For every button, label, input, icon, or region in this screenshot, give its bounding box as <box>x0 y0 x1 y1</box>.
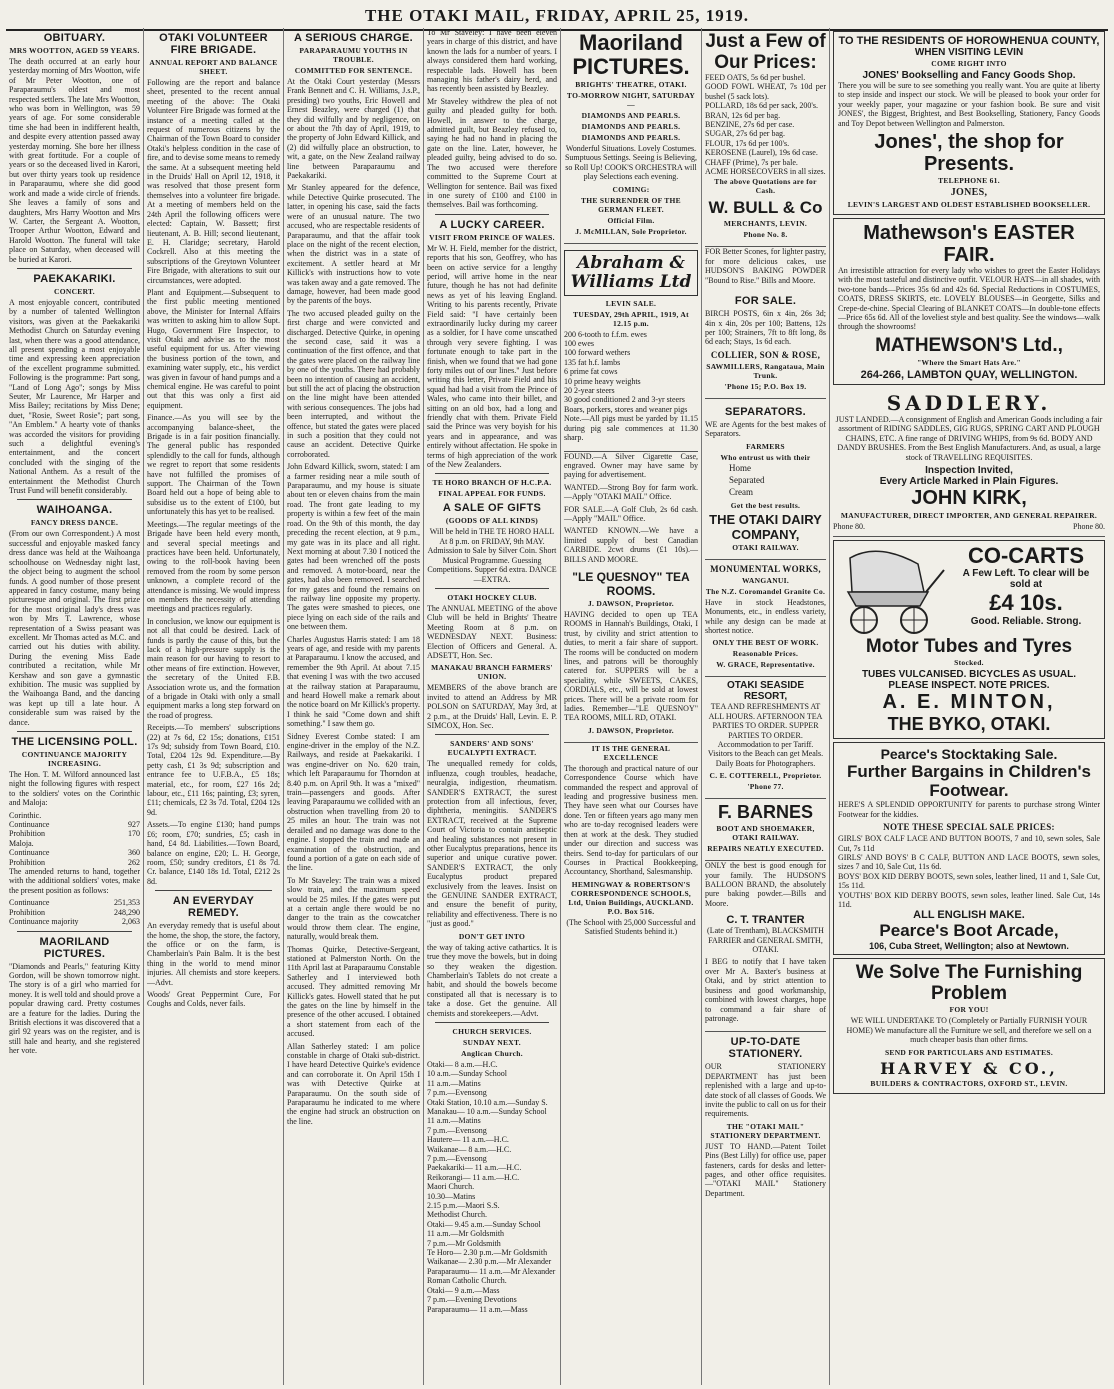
bull-prices-ad <box>705 28 826 247</box>
le-quesnoy-title: "LE QUESNOY" TEA ROOMS. <box>572 569 690 598</box>
article-text: To Mr Staveley: I have been eleven years in charge of this district, and have known the lads for a number of years. I always considered them hard working, respectable lads. Howell has been managing his father's dairy herd, and has recently been assisted by Beazley. <box>427 28 557 94</box>
coming-title: THE SURRENDER OF THE GERMAN FLEET. <box>581 195 681 214</box>
dairy-subtitle: OTAKI RAILWAY. <box>732 542 799 552</box>
pearce-address: 106, Cuba Street, Wellington; also at Newtown. <box>869 941 1069 952</box>
sale-date: TUESDAY, 29th APRIL, 1919, At 12.15 p.m. <box>573 309 689 328</box>
divider <box>17 931 132 932</box>
licensing-text-2: The amended returns to hand, together with the additional soldiers' votes, make the present position as follows: <box>9 867 140 895</box>
list-item: 11 a.m.—Matins <box>427 1116 481 1126</box>
correspondence-footer: (The School with 25,000 Successful and Satisfied Students behind it.) <box>566 917 696 937</box>
sale-note: Note.—All pigs must be yarded by 11.15 during pig sale commences at 11.30 sharp. <box>564 414 698 443</box>
table-row: Prohibition 262 <box>9 857 140 867</box>
correspondence-heading: IT IS THE GENERAL EXCELLENCE <box>591 743 671 762</box>
list-item: 20 2-year steers <box>564 386 615 396</box>
monumental-prices: Reasonable Prices. <box>732 649 799 659</box>
table-row: Continuance 360 <box>9 848 140 858</box>
divider <box>435 588 549 589</box>
list-item: Otaki— 9 a.m.—Mass <box>427 1285 500 1295</box>
seaside-text: TEA AND REFRESHMENTS AT ALL HOURS. AFTERNOON TEA PARTIES TO ORDER. SUPPER PARTIES TO ORDER. Accommodation to per Tariff. Visitors to the Beach can get Meals. Daily Boats for Photographers. <box>707 702 824 768</box>
prices-note: The above Quotations are for Cash. <box>714 177 817 196</box>
stationery-heading: UP-TO-DATE STATIONERY. <box>728 1036 803 1061</box>
sale-of-gifts-text: Will be held in THE TE HORO HALL At 8 p.m. on FRIDAY, 9th MAY. Admission to Sale by Silver Coin. Short Musical Programme. Guessing Competitions. Supper 6d extra. DANCE—EXTRA. <box>427 527 557 584</box>
list-item: YOUTHS' BOX KID DERBY BOOTS, sewn soles, leather lined. Sale Cut, 14s 11d. <box>838 890 1100 909</box>
list-item: 10.30—Matins <box>427 1191 476 1201</box>
article-text: Mr Stanley appeared for the defence, while Detective Quirke prosecuted. The latter, in opening his case, said the facts were of an unusual nature. The two accused, who are respectable residents of Paraparaumu, and that the affair took place on the night of the recent election, when the district was in a state of excitement. A settler heard at Mr Killick's with instructions how to vote was taken away and a gate removed. The damage, however, had been made good by the parents of the boys. <box>287 183 420 306</box>
monumental-works-ad <box>705 560 826 678</box>
pearce-text: HERE'S A SPLENDID OPPORTUNITY for parents to purchase strong Winter Footwear for the kiddies. <box>838 800 1100 819</box>
maoriland-pictures-title: Maoriland PICTURES. <box>572 30 690 79</box>
for-sale-notice: FOR SALE.—A Golf Club, 2s 6d cash.—Apply "MAIL" Office. <box>564 504 698 523</box>
list-item: 6 prime fat cows <box>564 367 618 377</box>
monumental-rep: W. GRACE, Representative. <box>716 660 815 670</box>
list-item: 10 prime heavy weights <box>564 376 641 386</box>
list-item: 7 p.m.—Evensong <box>427 1088 487 1098</box>
list-item: Hautere— 11 a.m.—H.C. <box>427 1135 509 1145</box>
pearce-heading: Pearce's Stocktaking Sale. <box>880 746 1058 763</box>
everyday-remedy-text: An everyday remedy that is useful about the home, the shop, the store, the factory, the office or on the farm, is Chamberlain's Pain Balm. It is the best thing in the world to mend minor injuries. All chemists and store keepers.—Advt. <box>147 921 280 987</box>
sale-of-gifts-title: A SALE OF GIFTS <box>442 502 542 515</box>
fire-brigade-text: Following are the report and balance sheet, presented to the recent annual meeting of the above: The Otaki Volunteer Fire Brigade was formed at the instance of a meeting called at the request of numerous citizens by the Chairman of the Town Board to consider Otaki's helpless condition in the case of fire, and to devise some means to remedy the same. At a subsequent meeting held in the Druids' Hall on April 12, 1918, it was resolved that those present form themselves into a volunteer fire brigade. At a meeting of members held on the 24th April the following officers were elected: Captain, W. Bassett; first lieutenant, A. B. Hill; second lieutenant, E. H. Claridge; secretary, Harold Cockrell. Also at this meeting the subscriptions of the Greytown Volunteer Fire Brigade, with alterations to suit our circumstances, were adopted. <box>147 78 280 285</box>
correspondence-text: The thorough and practical nature of our Correspondence Course which have commanded the respect and approval of leading and progressive business men. They have seen what our Courses have done. Ten or fifteen years ago many men who are to-day recognised leaders were then at work at the desk. They studied under our direction and success was theirs. Send to-day for particulars of our Courses in Practical Bookkeeping, Accountancy, Shorthand, Salesmanship. <box>564 763 698 877</box>
list-item: 11 a.m.—Mr Goldsmith <box>427 1229 505 1239</box>
fire-brigade-heading: OTAKI VOLUNTEER FIRE BRIGADE. <box>159 32 268 56</box>
motor-line: TUBES VULCANISED. BICYCLES AS USUAL. <box>861 669 1077 681</box>
maoriland-pictures-text: "Diamonds and Pearls," featuring Kitty Gordon, will be shown tomorrow night. The story is of a girl who married for money. It is well told and should prove a popular drawing card. Pretty costumes are a feature for the ladies. During the British elections it was discovered that a girl 92 years was on the register, and is still hale and hearty, and she registered her vote. <box>9 961 140 1056</box>
list-item: ACME HORSECOVERS in all sizes. <box>705 167 826 177</box>
pearce-arcade: Pearce's Boot Arcade, <box>879 921 1059 941</box>
pearce-ad <box>833 742 1105 955</box>
seaside-phone: 'Phone 77. <box>747 782 784 792</box>
proprietor: J. McMILLAN, Sole Proprietor. <box>575 226 687 236</box>
list-item: 30 good conditioned 2 and 3-yr steers <box>564 395 685 405</box>
column-4 <box>423 28 560 1385</box>
wanted-notice: WANTED.—Strong Boy for farm work.—Apply "OTAKI MAIL" Office. <box>564 482 698 502</box>
furnishing-send: SEND FOR PARTICULARS AND ESTIMATES. <box>884 1047 1054 1057</box>
list-item: BRAN, 12s 6d per bag. <box>705 110 781 120</box>
monumental-title: MONUMENTAL WORKS, <box>710 563 821 574</box>
column-5 <box>560 28 701 1385</box>
balloon-notice: ONLY the best is good enough for your family. The HUDSON'S BALLOON BRAND, the absolutely pure baking powder.—Bills and Moore. <box>705 861 826 908</box>
obituary-subheading: MRS WOOTTON, AGED 59 YEARS. <box>9 46 140 55</box>
kirk-name: JOHN KIRK, <box>911 486 1027 509</box>
list-item: FEED OATS, 5s 6d per bushel. <box>705 73 806 82</box>
peppermint-cure-text: Woods' Great Peppermint Cure, For Coughs and Colds, never fails. <box>147 989 280 1009</box>
licensing-totals <box>9 898 140 926</box>
divider <box>435 473 549 474</box>
list-item: Otaki Station, 10.10 a.m.—Sunday S. <box>427 1097 548 1107</box>
licensing-heading: THE LICENSING POLL. <box>11 736 138 748</box>
list-item: Manakau— 10 a.m.—Sunday School <box>427 1106 547 1116</box>
separators-heading: SEPARATORS. <box>725 405 806 418</box>
wanted-known-notice: WANTED KNOWN.—We have a limited supply of best Canadian CARBIDE. 2cwt drums (£1 10s).—BILLS AND MOORE. <box>564 526 698 564</box>
list-item: CHAFF (Prime), 7s per bale. <box>705 157 798 167</box>
minton-ad <box>833 540 1105 739</box>
list-item: Paraparaumu— 11 a.m.—Mass <box>427 1304 528 1314</box>
saddlery-title: SADDLERY. <box>886 390 1052 415</box>
bull-phone: Phone No. 8. <box>743 230 788 240</box>
dont-get-text: the way of taking active cathartics. It is true they move the bowels, but in doing so they weaken the digestion. Chamberlain's Tablets do not create a habit, and should the bowels become constipated all that is necessary is to take a dose. Get the genuine. All chemists and storekeepers.—Advt. <box>427 942 557 1018</box>
kirk-phone: Phone 80. <box>833 521 865 531</box>
coming-label: COMING: <box>612 184 650 194</box>
mathewson-ltd: MATHEWSON'S Ltd., <box>875 334 1063 356</box>
licensing-text: The Hon. T. M. Wilford announced last night the following figures with respect to the soldiers' votes on the Corinthic and Maloja: <box>9 770 140 808</box>
sanders-text: The unequalled remedy for colds, influenza, cough troubles, headache, neuralgia, indigestion, rheumatism. SANDER'S EXTRACT, the surest protection from all infectious, fever, diphtheria, meningitis. SANDER'S EXTRACT, received at the Supreme Court of Victoria to contain antiseptic and healing substances not present in other Eucalyptus preparations, hence its superior and unique curative power. SANDER'S EXTRACT, the only Eucalyptus product prepared exclusively from the leaves. Insist on the GENUINE SANDER EXTRACT, and ensure the benefit of purity, reliability and effectiveness. There is no "just as good." <box>427 759 557 929</box>
kirk-phones <box>833 522 1105 531</box>
cocarts-title: CO-CARTS <box>967 543 1085 569</box>
abraham-williams-logo: Abraham & Williams Ltd <box>564 250 698 296</box>
sale-of-gifts-subtitle: (GOODS OF ALL KINDS) <box>445 516 539 526</box>
le-quesnoy-ad <box>564 567 698 743</box>
list-item: BENZINE, 27s 6d per case. <box>705 120 795 130</box>
list-item: 200 6-tooth to f.f.m. ewes <box>564 329 647 339</box>
cocarts-price: £4 10s. <box>989 590 1063 616</box>
hcpa-heading: TE HORO BRANCH OF H.C.P.A. <box>432 478 552 488</box>
horowhenua-line1: TO THE RESIDENTS OF HOROWHENUA COUNTY, <box>838 35 1100 47</box>
le-quesnoy-text: HAVING decided to open up TEA ROOMS in Hannah's Buildings, Otaki, I trust, by civility and strict attention to duties, to merit a fair share of support. The rooms will be conducted on modern lines, and patrons will be thoroughly catered for. SUPPERS will be a speciality, while SWEETS, CAKES, CORDIALS, etc., will be sold at lowest prices. There will be a private room for ladies. Remember—"LE QUESNOY" TEA ROOMS, MILL RD, OTAKI. <box>564 609 698 723</box>
jones-title: Jones', the shop for Presents. <box>874 131 1064 176</box>
bull-title: W. BULL & Co <box>708 198 823 218</box>
paekakariki-text: A most enjoyable concert, contributed by a number of talented Wellington visitors, was given at the Paekakariki Methodist Church on Saturday evening last, when there was a good attendance, all present spending a most enjoyable time and expressing keen appreciation of the excellent programme submitted. Following is the programme: Part song, "Land of Long Ago"; songs by Miss Seuter, Mr Laurence, Mr Harper and Miss Bailey; recitations by Miss Dene; duet, "Rosie, Sweet Rosie"; part song, "An Emblem." A hearty vote of thanks was accorded the visitors for providing such a delightful evening's entertainment, and the concert concluded with the singing of the National Anthem. As a result of the entertainment the Methodist Church Trust Fund will benefit considerably. <box>9 297 140 496</box>
pearce-note: NOTE THESE SPECIAL SALE PRICES: <box>883 822 1055 833</box>
lucky-career-heading: A LUCKY CAREER. <box>439 218 545 231</box>
column-7 <box>829 28 1108 1385</box>
list-item: Boars, porkers, stores and weaner pigs <box>564 404 688 414</box>
barnes-repairs: REPAIRS NEATLY EXECUTED. <box>707 844 824 854</box>
mathewson-ad <box>833 218 1105 385</box>
sanders-heading: SANDERS' AND SONS' EUCALYPTI EXTRACT. <box>447 739 537 758</box>
licensing-subheading: CONTINUANCE MAJORITY INCREASING. <box>21 750 128 768</box>
feature-title: DIAMONDS AND PEARLS. <box>581 122 681 131</box>
list-item: Paekakariki— 11 a.m.—H.C. <box>427 1163 522 1173</box>
pearce-list <box>838 834 1100 909</box>
farmers-heading: FARMERS <box>746 441 785 451</box>
farmers-note: Get the best results. <box>730 500 801 510</box>
list-item: 135 fat h.f. lambs <box>564 357 621 367</box>
everyday-remedy-heading: AN EVERYDAY REMEDY. <box>172 895 255 920</box>
tomorrow-night: TO-MORROW NIGHT, SATURDAY— <box>566 91 696 109</box>
byko-name: THE BYKO, OTAKI. <box>887 714 1051 735</box>
farmers-item: Separated <box>729 474 765 485</box>
minton-name: A. E. MINTON, <box>882 691 1056 714</box>
column-2 <box>143 28 283 1385</box>
monumental-name: The N.Z. Coromandel Granite Co. <box>705 586 826 596</box>
masthead: THE OTAKI MAIL, FRIDAY, APRIL 25, 1919. <box>6 4 1108 31</box>
maoriland-pictures-ad <box>564 28 698 244</box>
table-row: Continuance 251,353 <box>9 898 140 908</box>
fire-brigade-text: Plant and Equipment.—Subsequent to the first public meeting mentioned above, the Minister for Internal Affairs was written to asking him to allow Supt. Hugo, Government Fire Inspector, to visit Otaki and advise as to the most useful equipment for us. After viewing the business portion of the town, and examining water supply, etc., his verdict was given in favour of hand pumps and a chemical engine. He was careful to point out that this was only a first aid equipment. <box>147 287 280 410</box>
divider <box>17 731 132 732</box>
obituary-heading: OBITUARY. <box>43 32 106 44</box>
paekakariki-subheading: CONCERT. <box>54 286 95 296</box>
list-item: Otaki— 8 a.m.—H.C. <box>427 1059 498 1069</box>
table-row: Prohibition 170 <box>9 829 140 839</box>
farmers-item: Cream <box>729 487 753 498</box>
article-text: Thomas Quirke, Detective-Sergeant, stationed at Palmerston North. On the 11th April last at Paraparaumu Constable Satherley and I interviewed both accused. They admitted removing Mr Killick's gates. Howell stated that he put the gates on the line by himself in the presence of the other accused. I obtained a short statement from each of the accused. <box>287 944 420 1039</box>
correspondence-signature: HEMINGWAY & ROBERTSON'S CORRESPONDENCE SCHOOLS, Ltd, Union Buildings, AUCKLAND. P.O. Box 516. <box>568 879 694 916</box>
found-notice: FOUND.—A Silver Cigarette Case, engraved. Owner may have same by paying for advertisement. <box>564 451 698 480</box>
stock-list <box>564 330 698 415</box>
table-row: Continuance 927 <box>9 820 140 830</box>
divider <box>17 499 132 500</box>
pictures-text: Wonderful Situations. Lovely Costumes. Sumptuous Settings. Seeing is Believing, so Roll Up! COOK'S ORCHESTRA will play Selections each evening. <box>564 144 697 182</box>
harvey-ad <box>833 958 1105 1093</box>
table-row: Prohibition 248,290 <box>9 907 140 917</box>
divider <box>435 214 549 215</box>
manakau-text: MEMBERS of the above branch are invited to attend an Address by MR POLSON on SATURDAY, May 3rd, at 2 p.m., at the Druids' Hall, Levin. E. P. SIMCOX, Hon. Sec. <box>427 683 557 730</box>
stationery-footer: JUST TO HAND.—Patent Toilet Pins (Best Lilly) for office use, paper fasteners, cards for desks and letter-pages, and other office requisites.—"OTAKI MAIL" Stationery Department. <box>705 1141 826 1198</box>
for-sale-heading: FOR SALE. <box>734 295 797 308</box>
article-text: Allan Satherley stated: I am police constable in charge of Otaki sub-district. I have heard Detective Quirke's evidence and can corroborate it. On April 15th I was with Detective Quirke at Paraparaumu. On the south side of Paraparaumu he indicated to me where the engine had struck an obstruction on the line. <box>287 1041 420 1126</box>
list-item: GIRLS' BOX CALF LACE AND BUTTON BOOTS, 7 and 10, sewn soles, Sale Cut, 7s 11d <box>838 834 1100 853</box>
mathewson-title: Mathewson's EASTER FAIR. <box>863 222 1075 267</box>
serious-charge-heading: A SERIOUS CHARGE. <box>294 32 413 44</box>
list-item: Maori Church. <box>427 1182 475 1192</box>
jones-subtitle: LEVIN'S LARGEST AND OLDEST ESTABLISHED BOOKSELLER. <box>847 200 1091 210</box>
tranter-text: (Late of Trentham), BLACKSMITH FARRIER and GENERAL SMITH, OTAKI. <box>707 926 824 955</box>
hockey-text: The ANNUAL MEETING of the above Club will be held in Brights' Theatre Meeting Room at 8 p.m. on WEDNESDAY NEXT. Business: Election of Officers and General. A. ADSETT, Hon. Sec. <box>427 603 557 660</box>
list-item: 7 p.m.—Mr Goldsmith <box>427 1238 501 1248</box>
list-item: POLLARD, 18s 6d per sack, 200's. <box>705 101 818 111</box>
tranter-title: C. T. TRANTER <box>726 914 805 927</box>
theatre-name: BRIGHTS' THEATRE, OTAKI. <box>575 80 687 89</box>
cocarts-block <box>838 544 1100 636</box>
article-text: John Edward Killick, sworn, stated: I am a farmer residing near a mile south of Paraparaumu, and my house is situate about ten or eleven chains from the main road. The front gate leading to my property is within a few feet of the main road. On the 9th of this month, the day preceding the recent election, at 9 p.m., my gate was in its place and all right. Next morning at about 7.30 I noticed the gates had been wrenched off the posts and removed. A motor-board, near the gates, had also been removed. I searched for my gates and found the remains on the railway line opposite my property. The gates were smashed to pieces, one piece lying on each side of the rails and one between them. <box>287 462 420 632</box>
church-anglican: Anglican Church. <box>461 1048 523 1058</box>
mathewson-text: An irresistible attraction for every lady who wishes to greet the Easter Holidays with the most tasteful and distinctive outfit. VELOUR HATS—in all shades, with two-tone bands—Prices 35s 6d and 42s 6d. Special Reductions in COSTUMES, COATS, DRESS SKIRTS, etc. LOVELY BLOUSES—in Georgette, Silks and Crepe-de-chine. Special Clearing of BLANKET COATS—In double-tone effects—Price 65s 6d. All of the loveliest style and best quality. See the windows—walk through the showrooms! <box>838 266 1100 332</box>
tranter-notice: I BEG to notify that I have taken over Mr A. Baxter's business at Otaki, and by strict attention to business and good workmanship, combined with lowest charges, hope to command a fair share of patronage. <box>705 957 826 1023</box>
fire-brigade-text: Finance.—As you will see by the accompanying balance-sheet, the Brigade is in a fair position financially. The general public has responded splendidly to the call for funds, although we regret to report that some residents have not fulfilled the promises of support. The Chairman of the Town Board held out a hope of being able to subsidise us to the extent of £100, but unfortunately this has yet to be realised. <box>147 413 280 517</box>
farmers-subheading: Who entrust us with their <box>720 452 811 462</box>
church-heading: CHURCH SERVICES. <box>452 1026 532 1036</box>
collier-ad <box>705 288 826 399</box>
saddlery-invite: Inspection Invited, <box>925 464 1013 476</box>
list-item: 100 forward wethers <box>564 348 631 358</box>
serious-charge-subheading-2: COMMITTED FOR SENTENCE. <box>294 66 413 75</box>
list-item: Waikanae— 8 a.m.—H.C. <box>427 1144 512 1154</box>
hockey-heading: OTAKI HOCKEY CLUB. <box>447 592 537 602</box>
manakau-heading: MANAKAU BRANCH FARMERS' UNION. <box>431 663 553 682</box>
serious-charge-subheading: PARAPARAUMU YOUTHS IN TROUBLE. <box>299 46 408 64</box>
seaside-title: OTAKI SEASIDE RESORT, <box>726 680 805 703</box>
barnes-subtitle: BOOT AND SHOEMAKER, OTAKI RAILWAY. <box>716 824 815 843</box>
pearce-title: Further Bargains in Children's Footwear. <box>847 762 1091 801</box>
list-item: Reikorangi— 11 a.m.—H.C. <box>427 1172 520 1182</box>
motor-line-2: PLEASE INSPECT. NOTE PRICES. <box>888 680 1050 692</box>
table-row: Corinthic. <box>9 810 42 820</box>
farmers-item: Home <box>729 462 751 473</box>
article-text: Mr Staveley withdrew the plea of not guilty and pleaded guilty for both. Howell, in answer to the charge, admitted guilt, but Beazley refused to, saying he had no hand in placing the gate on the line. Later, however, he pleaded guilty, being advised to do so. The two accused were therefore committed to the Supreme Court at Wellington for sentence. Bail was fixed in one surety of £100 and £100 in themselves. Bail was forthcoming. <box>427 96 557 210</box>
saddlery-ad <box>833 388 1105 537</box>
collier-phone: 'Phone 15; P.O. Box 19. <box>724 381 807 391</box>
harvey-subtitle: BUILDERS & CONTRACTORS, OXFORD ST., LEVIN. <box>870 1078 1068 1088</box>
list-item: Otaki— 9.45 a.m.—Sunday School <box>427 1219 541 1229</box>
list-item: BOYS' BOX KID DERBY BOOTS, sewn soles, leather lined, 11 and 1, Sale Cut, 15s 11d. <box>838 871 1100 891</box>
waihoanga-subheading: FANCY DRESS DANCE. <box>30 518 119 528</box>
barnes-title: F. BARNES <box>717 802 813 823</box>
fire-brigade-text: In conclusion, we know our equipment is not all that could be desired. Lack of funds is partly the cause of this, but the lack of a high-pressure supply is the main reason for our having to resort to other means of fire extinction. However, the secretary of the United F.B. Association wrote us, and the formation of a brigade in Otaki with only a small equipment marks a long step forward on the road of progress. <box>147 616 280 720</box>
bull-subtitle: MERCHANTS, LEVIN. <box>723 219 808 229</box>
column-6 <box>701 28 829 1385</box>
furnishing-for: FOR YOU! <box>949 1005 989 1015</box>
church-list <box>427 1060 557 1314</box>
obituary-text: The death occurred at an early hour yesterday morning of Mrs Wootton, wife of Mr Peter Wootton, one of Paraparaumu's oldest and most respected settlers. The late Mrs Wootton, who was born in Wellington, was 59 years of age. For some considerable time she had been in indifferent health, and despite every attention passed away yesterday morning. She bore her illness with great fortitude. For a couple of years or so the deceased lived in Karori, but over thirty years took up residence in Paraparaumu, where she did good work and made a wide circle of friends. She leaves a family of sons and daughters, Mrs Harry Wootton and Mrs W. Carter, the Sergeant A. Wootton, Trooper Arthur Wootton, Edward and Harold Wootton. The funeral will take place on Saturday, when deceased will be buried at Karori. <box>9 57 140 264</box>
stationery-dept: THE "OTAKI MAIL" STATIONERY DEPARTMENT. <box>710 1121 821 1140</box>
divider <box>435 1022 549 1023</box>
furnishing-title: We Solve The Furnishing Problem <box>855 962 1083 1005</box>
tranter-ad <box>705 911 826 1032</box>
licensing-table <box>9 811 140 867</box>
article-text: At the Otaki Court yesterday (Messrs Frank Bennett and C. H. Williams, J.s.P., presiding) two youths, Eric Howell and Ernest Beazley, were charged (1) that they did wilfully and by negligence, on or about the 7th day of April, 1919, to the property of John Edward Killick, and (2) did wilfully place an obstruction, to wit, a gate, on the New Zealand railway line between Paraparaumu and Paekakariki. <box>287 77 420 181</box>
church-subheading: SUNDAY NEXT. <box>463 1037 521 1047</box>
article-text: To Mr Staveley: The train was a mixed slow train, and the maximum speed would be 25 miles. If the gates were put at a certain angle there would be no danger to the train as the cowcatcher would throw them clear. The engine, naturally, would break them. <box>287 875 420 942</box>
list-item: Paraparaumu— 11 a.m.—Mr Alexander <box>427 1266 556 1276</box>
divider <box>435 734 549 735</box>
furnishing-text: WE WILL UNDERTAKE TO (Completely or Partially FURNISH YOUR HOME) We manufacture all the Furniture we sell, and therefore we sell on a much cheaper basis than other firms. <box>846 1016 1092 1045</box>
cocarts-text <box>952 544 1100 636</box>
list-item: 7 p.m.—Evensong <box>427 1125 487 1135</box>
cocarts-subtitle: A Few Left. To clear will be sold at <box>962 568 1090 591</box>
kirk-subtitle: MANUFACTURER, DIRECT IMPORTER, AND GENERAL REPAIRER. <box>840 510 1098 520</box>
waihoanga-heading: WAIHOANGA. <box>36 504 113 517</box>
list-item: Roman Catholic Church. <box>427 1276 507 1286</box>
column-1 <box>6 28 143 1385</box>
list-item: FLOUR, 17s 6d per 100's. <box>705 138 790 148</box>
column-3 <box>283 28 423 1385</box>
horowhenua-line2: WHEN VISITING LEVIN <box>914 47 1024 58</box>
levin-sale: LEVIN SALE. <box>605 298 657 308</box>
abraham-williams-ad <box>564 244 698 452</box>
list-item: KEROSENE (Laurel), 19s 6d case. <box>705 148 818 158</box>
horowhenua-line4: JONES' Bookselling and Fancy Goods Shop. <box>862 70 1076 81</box>
collier-subtitle: SAWMILLERS, Rangataua, Main Trunk. <box>706 361 825 380</box>
baking-powder-notice: FOR Better Scones, for lighter pastry, for more delicious cakes, use HUDSON'S BAKING POWDER "Bound to Rise." Bills and Moore. <box>705 247 827 285</box>
dairy-title: THE OTAKI DAIRY COMPANY, <box>709 511 822 542</box>
article-text: Sidney Everest Combe stated: I am engine-driver in the employ of the N.Z. Railways, and reside at Paekakariki. I was engine-driver on No. 620 train, which left Paraparaumu for Thorndon at 8.40 p.m. on April 9th. It was a "mixed" train—passengers and goods. After leaving Paraparaumu we collided with an obstruction when travelling from 20 to 25 miles an hour. The train was not derailed and no damage was done to the engine. I stopped the train and made an examination of the obstruction, and found a portion of a gate on each side of the line. <box>287 731 420 873</box>
saddlery-marked: Every Article Marked in Plain Figures. <box>879 475 1059 487</box>
divider <box>155 890 272 891</box>
harvey-name: HARVEY & CO., <box>880 1058 1058 1078</box>
le-quesnoy-proprietor: J. DAWSON, Proprietor. <box>588 598 674 608</box>
kirk-phone: Phone 80. <box>1073 521 1105 531</box>
list-item: SUGAR, 27s 6d per bag. <box>705 129 785 139</box>
article-text: Charles Augustus Harris stated: I am 18 years of age, and reside with my parents at Paraparaumu. I know the accused, and remember the 9th April. At about 7.15 that evening I was with the two accused at the railway station at Paraparaumu, and heard Howell make a remark about the notice board on Mr Killick's property. I think he said "Come down and shift something." I saw them go. <box>287 634 420 729</box>
list-item: Te Horo— 2.30 p.m.—Mr Goldsmith <box>427 1248 548 1258</box>
pram-illustration <box>838 544 948 636</box>
divider <box>17 268 132 269</box>
collier-name: COLLIER, SON & ROSE, <box>710 349 821 360</box>
feature-title: DIAMONDS AND PEARLS. <box>581 111 681 120</box>
waihoanga-text: (From our own Correspondent.) A most successful and enjoyable masked fancy dress dance was held at the Waihoanga schoolhouse on Wednesday night last, the object being to augment the school funds. A good number of those present appeared in fancy costume, many being picturesque and original. The first prize for the most original lady's dress was won by Mrs T. Lawrence, whose representation of a Swiss peasant was excellent. Mr Thomas acted as M.C. and carried out his duties with ability. During the evening Miss Eade contributed a recitation, while Mr Kershaw and son gave a gymnastic exhibition. The music was supplied by the Waihoanga Band, and the dancing was kept up till a late hour. A considerable sum was raised by the dance. <box>9 529 140 727</box>
list-item: Methodist Church. <box>427 1210 487 1220</box>
list-item: GIRLS' AND BOYS' B C CALF, BUTTON AND LACE BOOTS, sewn soles, sizes 7 and 10, Sale Cut, 11s 6d. <box>838 852 1100 872</box>
jones-name: JONES, <box>950 187 988 199</box>
barnes-ad <box>705 799 826 861</box>
table-row: Continuance majority 2,063 <box>9 917 140 927</box>
dairy-ad <box>705 399 826 560</box>
list-item: 100 ewes <box>564 339 594 349</box>
maoriland-pictures-heading: MAORILAND PICTURES. <box>39 935 110 960</box>
fire-brigade-text: Receipts.—To members' subscriptions (22) at 7s 6d, £2 15s; donations, £151 17s 9d; subsidy from Town Board, £10. Total, £204 12s 9d. Expenditure.—By petty cash, £1 3s 9d; subscription and entrance fee to U.F.B.A., £5 18s; material, etc., for room, £27 16s 2d; labour, etc., £11 16s; painting, £3; syren, £11; chemicals, £2 3s 7d. Total, £204 12s 9d. <box>147 723 280 817</box>
fire-brigade-text: Assets.—To engine £130; hand pumps £6; room, £70; sundries, £5; cash in hand, £4 8d. Liabilities.—Town Board, balance on engine, £20; L. H. George, room, £50; sundry creditors, £1 8s 7d. Cr. balance, £140 18s 1d. Total, £212 2s 8d. <box>147 820 280 886</box>
list-item: 10 a.m.—Sunday School <box>427 1069 507 1079</box>
hcpa-subheading: FINAL APPEAL FOR FUNDS. <box>438 489 546 499</box>
mathewson-address: 264-266, LAMBTON QUAY, WELLINGTON. <box>860 368 1078 381</box>
columns <box>6 28 1108 1385</box>
list-item: 7 p.m.—Evensong <box>427 1154 487 1163</box>
stationery-text: OUR STATIONERY DEPARTMENT has just been replenished with a large and up-to-date stock of all classes of Goods. We invite the public to call on us for their requirements. <box>705 1062 826 1119</box>
fire-brigade-subheading: ANNUAL REPORT AND BALANCE SHEET. <box>149 58 278 76</box>
list-item: 11 a.m.—Matins <box>427 1078 481 1088</box>
list-item: 2.15 p.m.—Maori S.S. <box>427 1201 500 1211</box>
pearce-make: ALL ENGLISH MAKE. <box>913 909 1025 922</box>
cocarts-tagline: Good. Reliable. Strong. <box>970 616 1082 628</box>
motor-title: Motor Tubes and Tyres <box>865 636 1073 658</box>
mathewson-slogan: "Where the Smart Hats Are." <box>917 357 1021 367</box>
list-item: 7 p.m.—Evening Devotions <box>427 1295 517 1305</box>
dont-get-heading: DON'T GET INTO <box>458 931 526 941</box>
paekakariki-heading: PAEKAKARIKI. <box>33 272 116 285</box>
lucky-career-subheading: VISIT FROM PRINCE OF WALES. <box>429 232 555 242</box>
saddlery-text: JUST LANDED.—A consignment of English and American Goods including a fair assortment of RIDING SADDLES, GIG RUGS, SPRING CART AND PLOUGH CHAINS, ETC. A fine range of DRIVING WHIPS, from 9s 6d. BODY AND DANDY BRUSHES. From the Best English Manufacturers. And, as usual, a large stock of TRAVELLING REQUISITES. <box>835 414 1103 462</box>
table-row: Maloja. <box>9 838 34 848</box>
jones-ad <box>833 31 1105 215</box>
le-quesnoy-proprietor-2: J. DAWSON, Proprietor. <box>588 725 674 735</box>
separators-text: WE are Agents for the best makes of Separators. <box>705 419 826 439</box>
for-sale-text: BIRCH POSTS, 6in x 4in, 26s 3d; 4in x 4in, 20s per 100; Battens, 12s per 100; Strainers, 7ft to 8ft long, 8s 6d each; Stays, 1s 6d each. <box>705 309 826 347</box>
seaside-ad <box>705 677 826 799</box>
feature-title: DIAMONDS AND PEARLS. <box>581 133 681 142</box>
price-list <box>705 73 826 176</box>
jones-phone: TELEPHONE 61. <box>938 176 1000 186</box>
monumental-quality: ONLY THE BEST OF WORK. <box>712 638 819 648</box>
monumental-place: WANGANUI. <box>741 575 790 585</box>
fire-brigade-text: Meetings.—The regular meetings of the Brigade have been held every month, and several special meetings and practices have been held. Unfortunately, owing to the roll-book having been removed from the room by some person unknown, a complete record of the attendance is missing. We would impress on members the necessity of attending meetings and practices regularly. <box>147 519 280 614</box>
monumental-text: Have in stock Headstones, Monuments, etc., in endless variety, while any design can be made at shortest notice. <box>705 597 826 635</box>
article-text: The two accused pleaded guilty on the first charge and were convicted and discharged. Detective Quirke, in opening the second case, said it was a continuation of the first offence, and that the gates were placed on the railway line by one of the youths. There had probably been no intention of causing an accident, but still the act of placing the obstruction on the line might have been attended with serious consequences. The jobs had been interrupted, and without the offence, but stated the gates were placed in such a position that they could not cause an accident. Detective Quirke corroborated. <box>287 308 420 459</box>
prices-heading: Just a Few of Our Prices: <box>705 31 826 73</box>
list-item: Waikanae— 2.30 p.m.—Mr Alexander <box>427 1257 552 1267</box>
lucky-career-text: Mr W. H. Field, member for the district, reports that his son, Geoffrey, who has been on active service for a lengthy period, will arrive home in the near future, though he has not had definite news as yet of his leaving England. Writing to his parents recently, Private Field said: "I have certainly been extraordinarily lucky during my career as a soldier, for I have come unscathed through very severe fighting. I was fortunate enough to take part in the finish, when we found that we had gone forty miles out of our lines." Just before writing this letter, Private Field and his squad had had a visit from the Prince of Wales, who came into their billet, and sitting on an old box, had a long and friendly chat with them. Private Field said the Prince was very boyish for his years and in appearance, and was entirely without affectation. He spoke in terms of high appreciation of the work of the New Zealanders. <box>427 243 557 470</box>
jones-text: There you will be sure to see something you really want. You are quite at liberty to step inside and inspect our stock. We will be pleased to book your order for your weekly paper, your magazine or your fashion book. Be sure and visit JONES', the Biggest, Brightest, and Best Bookselling, Stationery, Fancy Goods and Toy Depot between Wellington and Palmerston. <box>838 81 1100 128</box>
horowhenua-line3: COME RIGHT INTO <box>931 59 1007 68</box>
seaside-proprietor: C. E. COTTERELL, Proprietor. <box>709 771 822 781</box>
official-film: Official Film. <box>607 215 655 225</box>
motor-stocked: Stocked. <box>954 658 984 668</box>
list-item: GOOD FOWL WHEAT, 7s 10d per bushel (5 sack lots). <box>705 82 826 101</box>
